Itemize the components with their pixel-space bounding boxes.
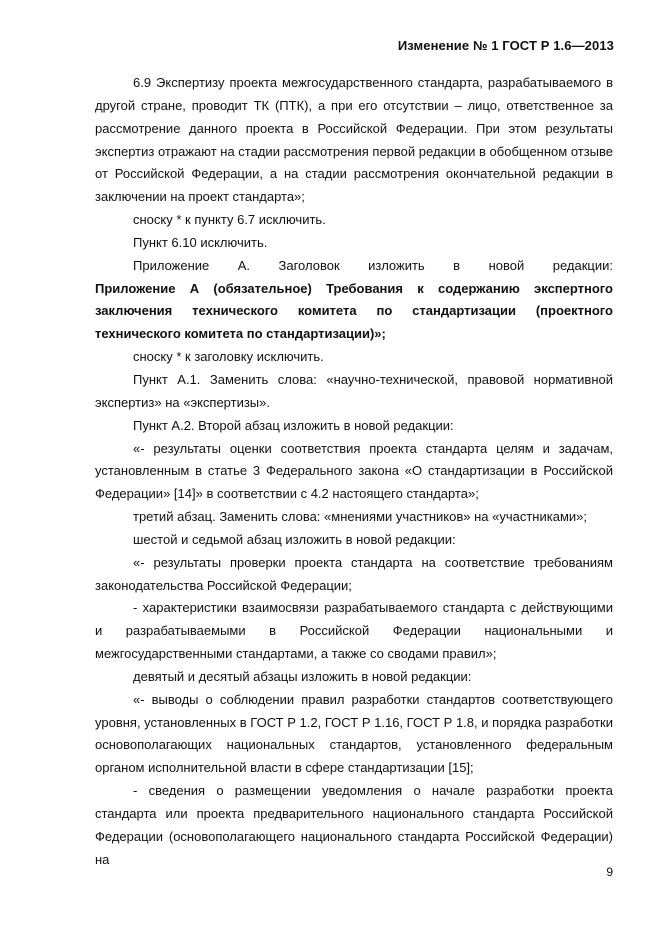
paragraph-conclusions: «- выводы о соблюдении правил разработки стандартов соответствующего уровня, установленных в ГОСТ Р 1.2, ГОСТ Р 1.16, ГОСТ Р 1.8, и порядка разработки основополагающих национальных стандартов, установленного федеральным органом исполнительной власти в сфере стандартизации [15];: [95, 691, 613, 776]
paragraph-6-10: Пункт 6.10 исключить.: [133, 234, 268, 250]
paragraph-a-1: Пункт А.1. Заменить слова: «научно-технической, правовой нормативной экспертиз» на «экспертизы».: [95, 371, 613, 410]
paragraph-check-results: «- результаты проверки проекта стандарта на соответствие требованиям законодательства Российской Федерации;: [95, 554, 613, 593]
paragraph-notification: - сведения о размещении уведомления о начале разработки проекта стандарта или проекта предварительного национального стандарта Российской Федерации (основополагающего национального стандарта Российской Федерации) на: [95, 783, 613, 867]
paragraph-relationship: - характеристики взаимосвязи разрабатываемого стандарта с действующими и разрабатываемыми в Российской Федерации национальными и межгосударственными стандартами, а также со сводами правил»;: [95, 600, 613, 662]
paragraph-a-2-sixth-seventh: шестой и седьмой абзац изложить в новой редакции:: [133, 531, 456, 547]
paragraph-a-2: Пункт А.2. Второй абзац изложить в новой редакции:: [133, 417, 454, 433]
paragraph-a-2-third: третий абзац. Заменить слова: «мнениями участников» на «участниками»;: [133, 509, 587, 525]
running-head: Изменение № 1 ГОСТ Р 1.6—2013: [397, 38, 614, 53]
document-body: [95, 72, 613, 872]
paragraph-appendix-a-title: Приложение А (обязательное) Требования к содержанию экспертного заключения технического комитета по стандартизации (проектного технического комитета по стандартизации)»;: [95, 280, 613, 342]
paragraph-ninth-tenth: девятый и десятый абзацы изложить в новой редакции:: [133, 668, 472, 684]
paragraph-appendix-a-heading: Приложение А. Заголовок изложить в новой редакции:: [133, 257, 613, 273]
paragraph-a-2-second: «- результаты оценки соответствия проекта стандарта целям и задачам, установленным в статье 3 Федерального закона «О стандартизации в Российской Федерации» [14]» в соответствии с 4.2 настоящего стандарта»;: [95, 440, 613, 502]
paragraph-6-9: 6.9 Экспертизу проекта межгосударственного стандарта, разрабатываемого в другой стране, проводит ТК (ПТК), а при его отсутствии – лицо, ответственное за рассмотрение данного проекта в Российской Федерации. При этом результаты экспертиз отражают на стадии рассмотрения первой редакции в обобщенном отзыве от Российской Федерации, а на стадии рассмотрения окончательной редакции в заключении на проект стандарта»;: [95, 75, 614, 205]
paragraph-footnote-heading: сноску * к заголовку исключить.: [133, 349, 324, 365]
paragraph-footnote-6-7: сноску * к пункту 6.7 исключить.: [133, 212, 326, 228]
page-number: 9: [606, 865, 613, 879]
